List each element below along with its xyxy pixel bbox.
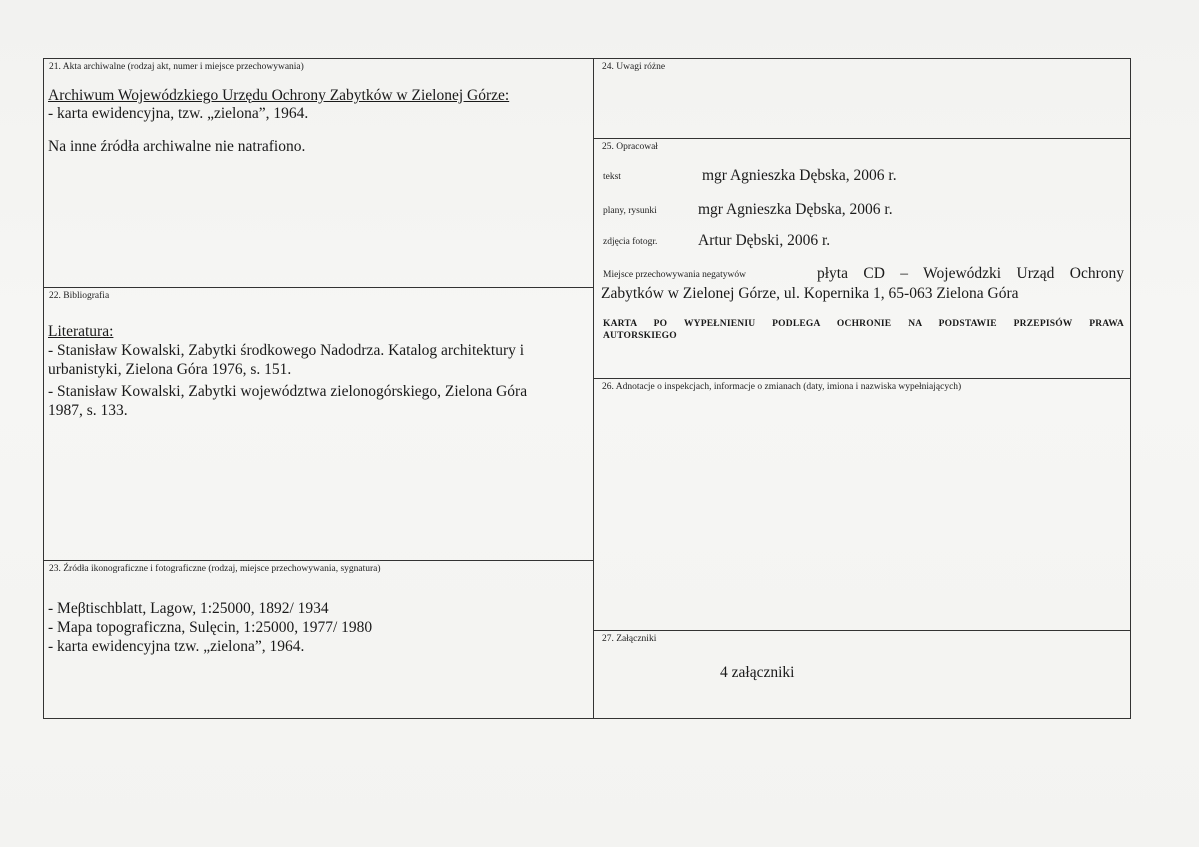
section-25-header: 25. Opracował (602, 142, 658, 152)
copyright-notice-line-2: AUTORSKIEGO (603, 331, 677, 341)
section-24-header: 24. Uwagi różne (602, 62, 666, 72)
photos-author-label: zdjęcia fotogr. (603, 237, 658, 247)
section-26-header: 26. Adnotacje o inspekcjach, informacje o zmianach (daty, imiona i nazwiska wypełniających) (602, 382, 962, 392)
negatives-storage-value-line-1: płyta CD – Wojewódzki Urząd Ochrony (817, 265, 1124, 282)
archive-note: Na inne źródła archiwalne nie natrafiono. (48, 138, 306, 155)
iconography-item-2: - Mapa topograficzna, Sulęcin, 1:25000, 1977/ 1980 (48, 619, 373, 636)
bibliography-entry-2-line-1: - Stanisław Kowalski, Zabytki województwa zielonogórskiego, Zielona Góra (48, 383, 528, 400)
divider-21-22 (43, 287, 594, 288)
section-27-header: 27. Załączniki (602, 634, 657, 644)
negatives-storage-value-line-2: Zabytków w Zielonej Górze, ul. Kopernika 1, 65-063 Zielona Góra (601, 285, 1019, 302)
iconography-item-3: - karta ewidencyjna tzw. „zielona”, 1964. (48, 638, 305, 655)
bibliography-entry-1-line-2: urbanistyki, Zielona Góra 1976, s. 151. (48, 361, 292, 378)
archive-item: - karta ewidencyjna, tzw. „zielona”, 1964. (48, 105, 309, 122)
plans-author-label: plany, rysunki (603, 206, 657, 216)
text-author-value: mgr Agnieszka Dębska, 2006 r. (702, 167, 897, 184)
bibliography-entry-2-line-2: 1987, s. 133. (48, 402, 128, 419)
archive-title: Archiwum Wojewódzkiego Urzędu Ochrony Zabytków w Zielonej Górze: (48, 87, 510, 104)
literature-title: Literatura: (48, 323, 114, 340)
attachments-count: 4 załączniki (720, 664, 795, 681)
divider-24-25 (593, 138, 1131, 139)
bibliography-entry-1-line-1: - Stanisław Kowalski, Zabytki środkowego Nadodrza. Katalog architektury i (48, 342, 525, 359)
negatives-storage-label: Miejsce przechowywania negatywów (603, 270, 746, 280)
photos-author-value: Artur Dębski, 2006 r. (698, 232, 831, 249)
plans-author-value: mgr Agnieszka Dębska, 2006 r. (698, 201, 893, 218)
iconography-item-1: - Meβtischblatt, Lagow, 1:25000, 1892/ 1934 (48, 600, 329, 617)
section-22-header: 22. Bibliografia (49, 291, 110, 301)
copyright-notice-line-1: KARTA PO WYPEŁNIENIU PODLEGA OCHRONIE NA PODSTAWIE PRZEPISÓW PRAWA (603, 319, 1124, 329)
divider-26-27 (593, 630, 1131, 631)
section-23-header: 23. Źródła ikonograficzne i fotograficzne (rodzaj, miejsce przechowywania, sygnatura) (49, 564, 381, 574)
divider-25-26 (593, 378, 1131, 379)
text-author-label: tekst (603, 172, 621, 182)
divider-22-23 (43, 560, 594, 561)
column-divider (593, 58, 594, 719)
section-21-header: 21. Akta archiwalne (rodzaj akt, numer i miejsce przechowywania) (49, 62, 304, 72)
